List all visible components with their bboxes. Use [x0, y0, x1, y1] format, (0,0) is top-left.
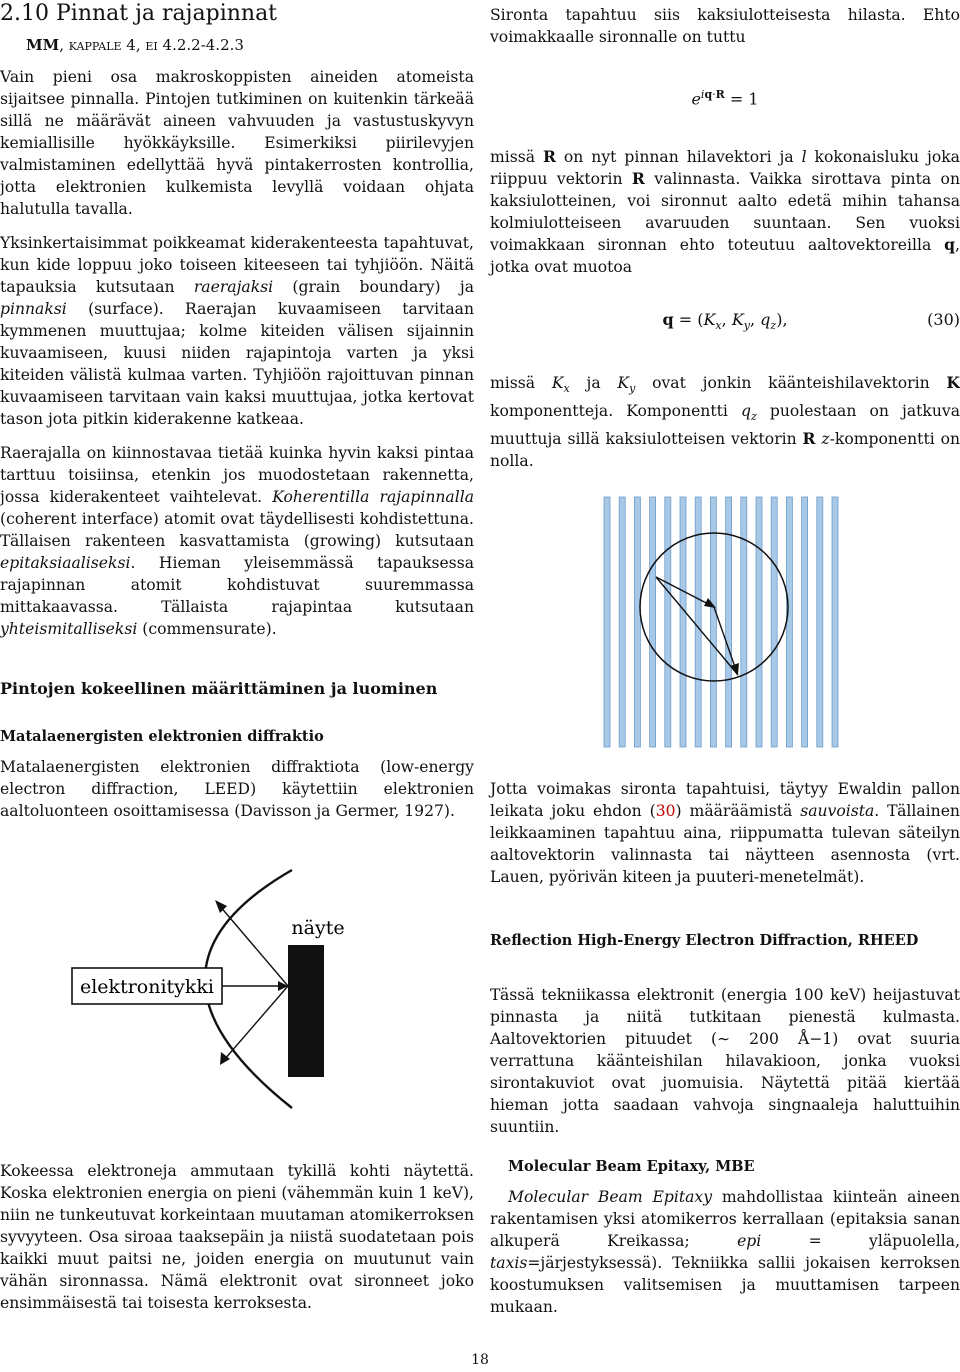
reciprocal-rod [680, 497, 686, 747]
equation-reference-link[interactable]: 30 [655, 802, 676, 820]
reciprocal-rod [604, 497, 610, 747]
reciprocal-rod [802, 497, 808, 747]
section-reference: MM, kappale 4, ei 4.2.2-4.2.3 [26, 36, 244, 54]
reciprocal-rod [817, 497, 823, 747]
heading-leed: Matalaenergisten elektronien diffraktio [0, 728, 324, 745]
rheed-paragraph: Tässä tekniikassa elektronit (energia 100 keV) heijastuvat pinnasta ja niitä tutkitaan pienestä kulmasta. Aaltovektorien pituudet (∼ 200 Å−1) ovat suuria verrattuna käänteishilan hilavakioon, jonka vuoksi sirontakuviot ovat juomuisia. Näytettä pitää kiertää hieman jotta saadaan vahvoja singnaaleja haluttuihin suuntiin. [490, 986, 960, 1136]
reciprocal-rod [650, 497, 656, 747]
bottom-left-paragraph: Kokeessa elektroneja ammutaan tykillä kohti näytettä. Koska elektronien energia on pieni (vähemmän kuin 1 keV), niin ne tunkeutuvat korkeintaan muutaman atomikerroksen syvyyteen. Osa siroaa taaksepäin ja niistä suodatetaan pois kaikki muut paitsi ne, joiden energia on muutunut vain vähän sironnassa. Nämä elektronit ovat sironneet joko ensimmäisestä tai toisesta kerroksesta. [0, 1162, 475, 1312]
scattered-beam-up-arrowhead [215, 900, 227, 913]
reciprocal-rod [832, 497, 838, 747]
reciprocal-rod [771, 497, 777, 747]
reciprocal-rod [741, 497, 747, 747]
reciprocal-rod [619, 497, 625, 747]
right-paragraph-2: missä R on nyt pinnan hilavektori ja l kokonaisluku joka riippuu vektorin R valinnasta. Vaikka sirottava pinta on kaksiulotteinen, voi sironnut aalto edetä mihin tahansa kolmiulotteiseen avaruuden suuntaan. Sen vuoksi voimakkaan sironnan ehto toteutuu aaltovektoreilla q, jotka ovat muotoa [490, 147, 960, 276]
equation-number: (30) [927, 310, 960, 329]
ewald-rods-figure [596, 495, 856, 753]
reciprocal-rod [786, 497, 792, 747]
scattered-beam-down [224, 986, 288, 1060]
right-paragraph-4: Jotta voimakas sironta tapahtuisi, täytyy Ewaldin pallon leikata joku ehdon (30) määräämistä sauvoista. Tällainen leikkaaminen tapahtuu aina, riippumatta tulevan säteilyn aaltovektorin valinnasta tai näytteen asennosta (vrt. Lauen, pyörivän kiteen ja puuteri-menetelmät). [490, 780, 960, 886]
heading-rheed: Reflection High-Energy Electron Diffraction, RHEED [490, 932, 919, 949]
page-number: 18 [471, 1352, 489, 1368]
equation-30: $q = (K_x$, $K_y$, $q_z$), (30) [662, 310, 960, 333]
left-column [0, 0, 470, 56]
reciprocal-rod [665, 497, 671, 747]
section-title: 2.10 Pinnat ja rajapinnat [0, 1, 278, 26]
reciprocal-rod [710, 497, 716, 747]
right-paragraph-1: Sironta tapahtuu siis kaksiulotteisesta hilasta. Ehto voimakkaalle sironnalle on tuttu [490, 6, 960, 46]
left-paragraph-1: Vain pieni osa makroskoppisten aineiden atomeista sijaitsee pinnalla. Pintojen tutkiminen on kuitenkin tärkeää sillä ne määrävät aineen vahvuuden ja vastustuskyvyn kemiallisille hyökkäyksille. Esimerkiksi piirilevyjen valmistaminen edellyttää hyvä pintakerrosten kontrollia, jotta elektronien kulkemista levyllä voidaan ohjata halutulla tavalla. [0, 68, 474, 218]
incident-beam-arrowhead [278, 981, 288, 991]
scattered-beam-up [219, 905, 288, 986]
left-paragraph-2: Yksinkertaisimmat poikkeamat kiderakenteesta tapahtuvat, kun kide loppuu joko toiseen kiteeseen tai tyhjiöön. Näitä tapauksia kutsutaan raerajaksi (grain boundary) ja pinnaksi (surface). Raerajan kuvaamiseen tarvitaan kymmenen muuttujaa; kolme kiteiden välisen sijainnin kuvaamiseen, kuusi niiden rajapintoja varten ja yksi kiteiden välistä kulmaa varten. Tyhjiöön rajoittuvan pinnan kuvaamiseen tarvitaan vain kaksi muuttujaa, jotka kertovat tason jota pitkin kiderakenne katkeaa. [0, 234, 474, 428]
sample-label: näyte [291, 917, 345, 939]
reciprocal-rod [634, 497, 640, 747]
right-paragraph-3: missä $K_x$ ja $K_y$ ovat jonkin käänteishilavektorin K komponentteja. Komponentti $q_z$ puolestaan on jatkuva muuttuja sillä kaksiulotteisen vektorin R z-komponentti on nolla. [490, 373, 960, 471]
reciprocal-rod [756, 497, 762, 747]
leed-figure [60, 860, 360, 1116]
electron-gun-label: elektronitykki [79, 976, 215, 998]
heading-mbe: Molecular Beam Epitaxy, MBE [508, 1158, 755, 1175]
left-paragraph-3: Raerajalla on kiinnostavaa tietää kuinka hyvin kaksi pintaa tarttuu toisiinsa, etenkin jos muodostetaan rakennetta, jossa kiderakenteet vaihtelevat. Koherentilla rajapinnalla (coherent interface) atomit ovat täydellisesti kohdistettuna. Tällaisen rakenteen kasvattamista (growing) kutsutaan epitaksiaaliseksi. Hieman yleisemmässä tapauksessa rajapinnan atomit kohdistuvat suuremmassa mittakaavassa. Tällaista rajapintaa kutsutaan yhteismitalliseksi (commensurate). [0, 444, 474, 638]
heading-pintojen: Pintojen kokeellinen määrittäminen ja luominen [0, 679, 438, 698]
reciprocal-rods [604, 497, 838, 747]
mbe-paragraph: Molecular Beam Epitaxy mahdollistaa kiinteän aineen rakentamisen yksi atomikerros kerrallaan (epitaksia sanan alkuperä Kreikassa; epi = yläpuolella, taxis=järjestyksessä). Tekniikka sallii jokaisen kerroksen koostumuksen valitsemisen ja muuttamisen tarpeen mukaan. [490, 1188, 960, 1316]
leed-paragraph: Matalaenergisten elektronien diffraktiota (low-energy electron diffraction, LEED) käytettiin elektronien aaltoluonteen osoittamisessa (Davisson ja Germer, 1927). [0, 758, 474, 820]
sample-block [288, 945, 324, 1077]
equation-ewald: $e^{iq\cdot R} = 1$ [691, 88, 759, 109]
